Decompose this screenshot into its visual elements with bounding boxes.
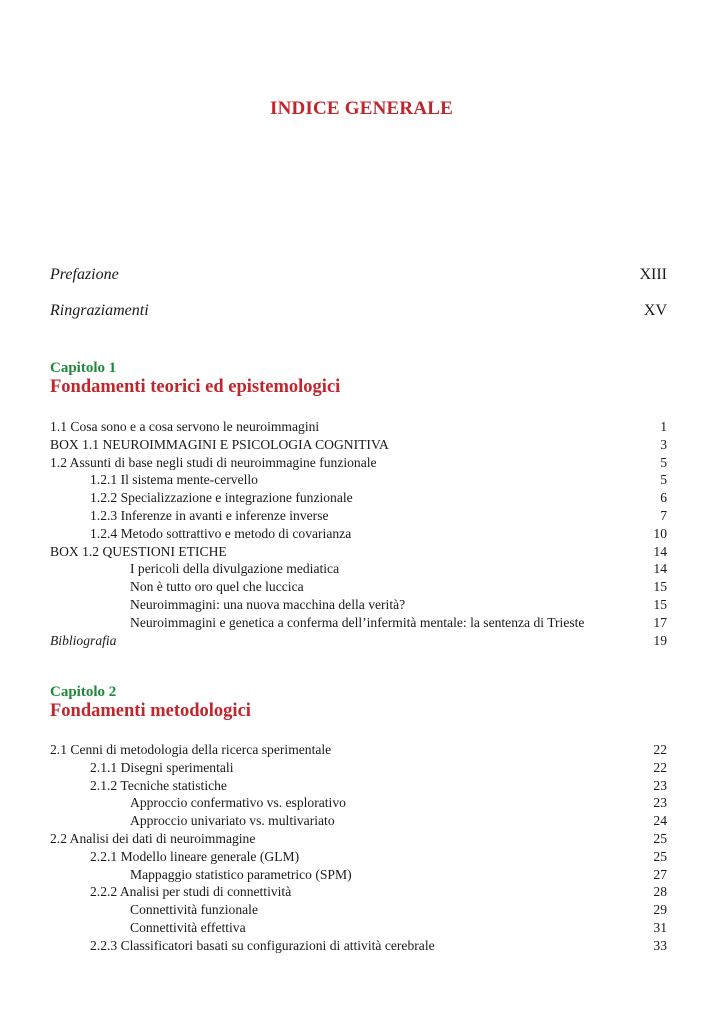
entry-title: 1.2 Assunti di base negli studi di neuroimmagine funzionale <box>50 454 377 470</box>
toc-entry[interactable] <box>50 741 667 759</box>
toc-front-prefazione[interactable] <box>50 266 667 284</box>
chapter-2-label: Capitolo 2 <box>50 684 117 700</box>
toc-entry[interactable] <box>50 560 667 578</box>
entry-page: 31 <box>653 919 667 935</box>
toc-entry[interactable] <box>50 759 667 777</box>
entry-title: I pericoli della divulgazione mediatica <box>130 561 340 577</box>
entry-title: 2.2 Analisi dei dati di neuroimmagine <box>50 830 256 846</box>
toc-entry[interactable] <box>50 436 667 454</box>
toc-entry[interactable] <box>50 507 667 525</box>
entry-title: 1.2.3 Inferenze in avanti e inferenze inverse <box>90 507 329 523</box>
page-title: INDICE GENERALE <box>269 98 453 119</box>
toc-entry[interactable] <box>50 614 667 632</box>
entry-page: 28 <box>653 884 667 900</box>
entry-title: 2.2.1 Modello lineare generale (GLM) <box>90 848 300 864</box>
entry-title: Approccio confermativo vs. esplorativo <box>130 795 346 811</box>
entry-page: XIII <box>639 266 667 283</box>
toc-entry[interactable] <box>50 543 667 561</box>
entry-page: 23 <box>653 795 667 811</box>
toc-entry[interactable] <box>50 812 667 830</box>
entry-page: 14 <box>653 561 667 577</box>
toc-entry[interactable] <box>50 489 667 507</box>
entry-title: 1.2.1 Il sistema mente-cervello <box>90 472 258 488</box>
entry-title: Connettività effettiva <box>130 919 246 935</box>
entry-page: 25 <box>653 830 667 846</box>
toc-entry[interactable] <box>50 848 667 866</box>
chapter-1-toc <box>50 418 667 649</box>
entry-page: 29 <box>653 902 667 918</box>
entry-page: 24 <box>653 813 667 829</box>
entry-page: 22 <box>653 759 667 775</box>
entry-title: BOX 1.1 NEUROIMMAGINI E PSICOLOGIA COGNITIVA <box>50 436 389 452</box>
entry-title: 2.1 Cenni di metodologia della ricerca sperimentale <box>50 742 332 757</box>
entry-title: 1.1 Cosa sono e a cosa servono le neuroimmagini <box>50 419 320 434</box>
entry-page: 22 <box>653 742 667 757</box>
entry-title: 2.2.2 Analisi per studi di connettività <box>90 884 292 900</box>
entry-title: Prefazione <box>50 266 119 283</box>
entry-title: Approccio univariato vs. multivariato <box>130 813 335 829</box>
entry-page: 27 <box>653 866 667 882</box>
toc-entry[interactable] <box>50 937 667 955</box>
chapter-2-toc <box>50 741 667 955</box>
entry-page: 33 <box>653 937 667 953</box>
chapter-1-label: Capitolo 1 <box>50 360 117 376</box>
toc-entry[interactable] <box>50 632 667 650</box>
entry-title: Non è tutto oro quel che luccica <box>130 579 304 595</box>
toc-entry[interactable] <box>50 471 667 489</box>
toc-entry[interactable] <box>50 883 667 901</box>
entry-page: 14 <box>653 543 667 559</box>
entry-page: 15 <box>653 579 667 595</box>
entry-page: 5 <box>660 472 667 488</box>
entry-title: Connettività funzionale <box>130 902 258 918</box>
entry-title: 2.1.1 Disegni sperimentali <box>90 759 234 775</box>
entry-title: 1.2.4 Metodo sottrattivo e metodo di covarianza <box>90 525 352 541</box>
chapter-2-title: Fondamenti metodologici <box>50 701 251 721</box>
toc-front-ringraziamenti[interactable] <box>50 302 667 320</box>
entry-title: Neuroimmagini: una nuova macchina della verità? <box>130 596 406 612</box>
entry-title: Mappaggio statistico parametrico (SPM) <box>130 866 352 882</box>
entry-page: 10 <box>653 525 667 541</box>
entry-page: XV <box>643 302 667 319</box>
entry-title: 2.2.3 Classificatori basati su configurazioni di attività cerebrale <box>90 937 435 953</box>
entry-page: 15 <box>653 596 667 612</box>
entry-title: Ringraziamenti <box>50 302 149 319</box>
entry-page: 25 <box>653 848 667 864</box>
toc-entry[interactable] <box>50 418 667 436</box>
entry-title: BOX 1.2 QUESTIONI ETICHE <box>50 543 227 559</box>
entry-page: 1 <box>660 419 667 434</box>
entry-page: 19 <box>653 632 667 648</box>
chapter-1-title: Fondamenti teorici ed epistemologici <box>50 377 341 397</box>
entry-title: Neuroimmagini e genetica a conferma dell’infermità mentale: la sentenza di Trieste <box>130 614 585 630</box>
toc-entry[interactable] <box>50 578 667 596</box>
entry-title: 2.1.2 Tecniche statistiche <box>90 777 227 793</box>
toc-entry[interactable] <box>50 919 667 937</box>
entry-page: 3 <box>660 436 667 452</box>
entry-page: 6 <box>660 490 667 506</box>
toc-entry[interactable] <box>50 901 667 919</box>
entry-page: 17 <box>653 614 667 630</box>
entry-title: Bibliografia <box>50 632 117 648</box>
entry-page: 5 <box>660 454 667 470</box>
toc-entry[interactable] <box>50 794 667 812</box>
toc-entry[interactable] <box>50 525 667 543</box>
entry-page: 7 <box>660 507 667 523</box>
toc-entry[interactable] <box>50 866 667 884</box>
entry-title: 1.2.2 Specializzazione e integrazione funzionale <box>90 490 353 506</box>
toc-entry[interactable] <box>50 830 667 848</box>
toc-entry[interactable] <box>50 454 667 472</box>
entry-page: 23 <box>653 777 667 793</box>
toc-entry[interactable] <box>50 777 667 795</box>
toc-entry[interactable] <box>50 596 667 614</box>
